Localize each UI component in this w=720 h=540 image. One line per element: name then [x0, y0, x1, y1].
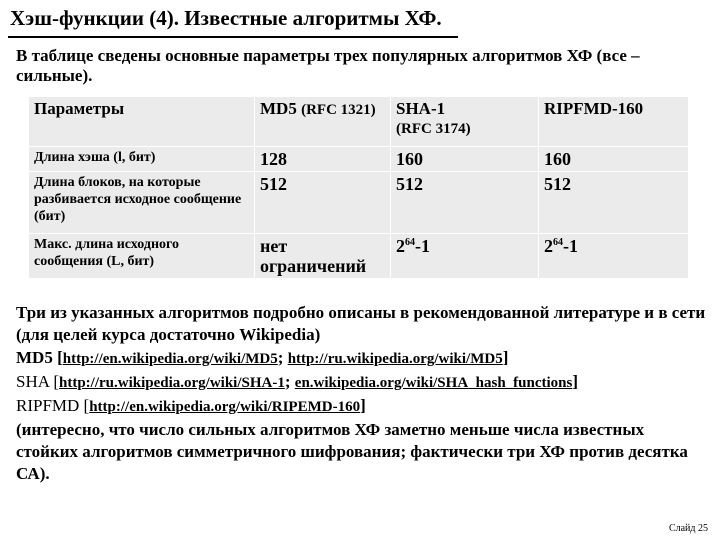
parameters-table — [28, 96, 689, 279]
row-label: Длина хэша (l, бит) — [29, 147, 255, 172]
cell-md5: нет ограничений — [255, 234, 391, 279]
table-row — [29, 172, 689, 234]
ripemd-prefix: RIPFMD [ — [16, 396, 90, 415]
row-label: Длина блоков, на которые разбивается исходное сообщение (бит) — [29, 172, 255, 234]
cell-ripemd: 512 — [539, 172, 689, 234]
ripemd-suffix: ] — [360, 396, 366, 415]
title-underline — [8, 36, 458, 38]
slide-number: Слайд 25 — [668, 523, 708, 534]
parameters-table-container — [28, 96, 688, 278]
sha-prefix: SHA [ — [16, 372, 59, 391]
cell-sha — [391, 234, 539, 279]
md5-links-line — [16, 347, 710, 370]
ripemd-power-base: 2 — [544, 236, 553, 256]
body-text — [16, 302, 710, 486]
ripemd-power-exponent: 64 — [553, 237, 563, 248]
ripemd-power-tail: -1 — [563, 236, 578, 256]
header-params — [29, 97, 255, 147]
table-row — [29, 234, 689, 279]
header-md5-rfc: (RFC 1321) — [301, 102, 376, 118]
cell-sha: 512 — [391, 172, 539, 234]
table-row — [29, 147, 689, 172]
ripemd-links-line — [16, 395, 710, 418]
table-header-row — [29, 97, 689, 147]
header-sha-rfc: (RFC 3174) — [396, 121, 471, 137]
cell-md5: 128 — [255, 147, 391, 172]
sha-ru-link[interactable]: http://ru.wikipedia.org/wiki/SHA-1 — [58, 375, 285, 391]
sha-suffix: ] — [572, 372, 579, 391]
row-label: Макс. длина исходного сообщения (L, бит) — [29, 234, 255, 279]
sha-links-line — [16, 371, 710, 394]
sha-power-base: 2 — [396, 236, 405, 256]
header-params-label: Параметры — [34, 99, 125, 118]
header-ripemd-label: RIPFMD-160 — [544, 99, 644, 118]
described-paragraph: Три из указанных алгоритмов подробно описаны в рекомендованной литературе и в сети (для целей курса достаточно Wikipedia) — [16, 303, 706, 344]
note-paragraph: (интересно, что число сильных алгоритмов ХФ заметно меньше числа известных стойких алгоритмов симметричного шифрования; фактически три ХФ против десятка СА). — [16, 420, 688, 483]
cell-sha: 160 — [391, 147, 539, 172]
md5-prefix: MD5 [ — [16, 348, 63, 367]
header-sha-name: SHA-1 — [396, 99, 446, 118]
sha-power-exponent: 64 — [405, 237, 415, 248]
md5-separator: ; — [277, 348, 288, 367]
md5-suffix: ] — [502, 348, 509, 367]
header-md5 — [255, 97, 391, 147]
header-md5-name: MD5 — [260, 99, 297, 118]
intro-text: В таблице сведены основные параметры трех популярных алгоритмов ХФ (все – сильные). — [16, 46, 640, 85]
header-sha — [391, 97, 539, 147]
cell-ripemd — [539, 234, 689, 279]
sha-en-link[interactable]: en.wikipedia.org/wiki/SHA_hash_functions — [294, 375, 573, 391]
md5-en-link[interactable]: http://en.wikipedia.org/wiki/MD5 — [62, 351, 278, 367]
cell-md5: 512 — [255, 172, 391, 234]
sha-separator: ; — [284, 372, 295, 391]
md5-ru-link[interactable]: http://ru.wikipedia.org/wiki/MD5 — [287, 351, 503, 367]
cell-ripemd: 160 — [539, 147, 689, 172]
ripemd-en-link[interactable]: http://en.wikipedia.org/wiki/RIPEMD-160 — [89, 399, 361, 415]
sha-power-tail: -1 — [415, 236, 430, 256]
slide-title: Хэш-функции (4). Известные алгоритмы ХФ. — [10, 6, 442, 30]
header-ripemd — [539, 97, 689, 147]
